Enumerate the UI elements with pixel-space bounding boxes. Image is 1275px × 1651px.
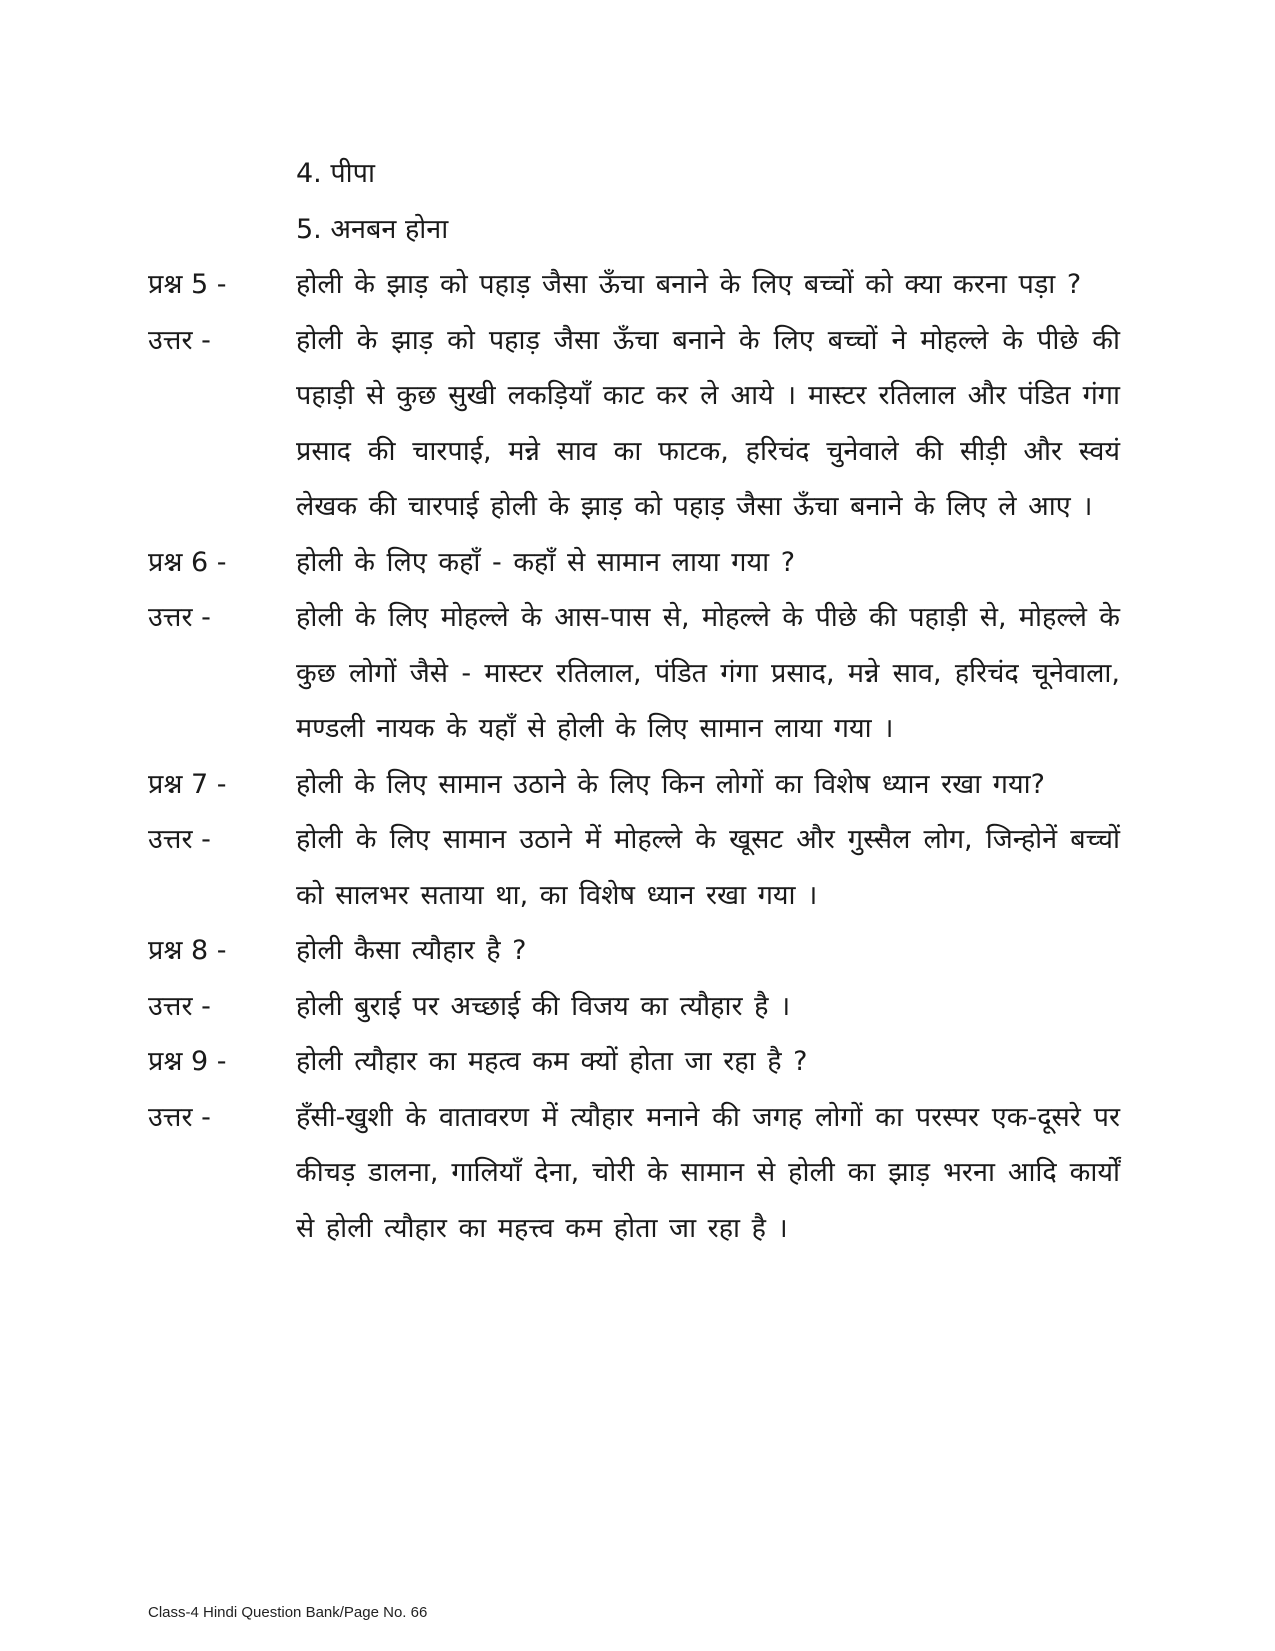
entry-label: उत्तर - xyxy=(148,324,211,356)
question-answer-list xyxy=(148,257,1120,1256)
question-8 xyxy=(148,923,1120,979)
answer-7 xyxy=(148,812,1120,923)
question-5 xyxy=(148,257,1120,313)
entry-text: होली के लिए कहाँ - कहाँ से सामान लाया गया ? xyxy=(296,546,796,578)
entry-text: हँसी-खुशी के वातावरण में त्यौहार मनाने की जगह लोगों का परस्पर एक-दूसरे पर कीचड़ डालना, गालियाँ देना, चोरी के सामान से होली का झाड़ भरना आदि कार्यों से होली त्यौहार का महत्त्व कम होता जा रहा है । xyxy=(296,1101,1120,1244)
entry-label: प्रश्न 8 - xyxy=(148,935,227,966)
answer-6 xyxy=(148,590,1120,757)
entry-text: होली बुराई पर अच्छाई की विजय का त्यौहार है । xyxy=(296,990,791,1022)
entry-text: होली के लिए सामान उठाने के लिए किन लोगों का विशेष ध्यान रखा गया? xyxy=(296,768,1045,800)
entry-text: होली के लिए मोहल्ले के आस-पास से, मोहल्ले के पीछे की पहाड़ी से, मोहल्ले के कुछ लोगों जैसे - मास्टर रतिलाल, पंडित गंगा प्रसाद, मन्ने साव, हरिचंद चूनेवाला, मण्डली नायक के यहाँ से होली के लिए सामान लाया गया । xyxy=(296,602,1120,744)
entry-label: उत्तर - xyxy=(148,602,211,633)
entry-label: प्रश्न 7 - xyxy=(148,768,227,800)
entry-text: होली त्यौहार का महत्व कम क्यों होता जा रहा है ? xyxy=(296,1046,808,1077)
page-footer: Class-4 Hindi Question Bank/Page No. 66 xyxy=(148,1604,428,1621)
answer-8 xyxy=(148,979,1120,1035)
entry-text: होली के झाड़ को पहाड़ जैसा ऊँचा बनाने के लिए बच्चों ने मोहल्ले के पीछे की पहाड़ी से कुछ सुखी लकड़ियाँ काट कर ले आये । मास्टर रतिलाल और पंडित गंगा प्रसाद की चारपाई, मन्ने साव का फाटक, हरिचंद चुनेवाले की सीड़ी और स्वयं लेखक की चारपाई होली के झाड़ को पहाड़ जैसा ऊँचा बनाने के लिए ले आए । xyxy=(296,324,1120,522)
entry-label: प्रश्न 5 - xyxy=(148,269,227,300)
entry-label: प्रश्न 6 - xyxy=(148,546,227,578)
entry-label: उत्तर - xyxy=(148,1101,211,1133)
question-6 xyxy=(148,535,1120,591)
entry-label: प्रश्न 9 - xyxy=(148,1046,227,1077)
continued-list xyxy=(296,146,1116,258)
entry-text: होली के लिए सामान उठाने में मोहल्ले के खूसट और गुस्सैल लोग, जिन्होनें बच्चों को सालभर सताया था, का विशेष ध्यान रखा गया । xyxy=(296,824,1120,911)
question-9 xyxy=(148,1034,1120,1090)
list-item: 4. पीपा xyxy=(296,158,376,189)
question-7 xyxy=(148,757,1120,813)
answer-5 xyxy=(148,313,1120,535)
answer-9 xyxy=(148,1090,1120,1257)
entry-text: होली के झाड़ को पहाड़ जैसा ऊँचा बनाने के लिए बच्चों को क्या करना पड़ा ? xyxy=(296,269,1082,300)
list-item: 5. अनबन होना xyxy=(296,214,449,245)
entry-label: उत्तर - xyxy=(148,990,211,1022)
entry-label: उत्तर - xyxy=(148,824,211,855)
entry-text: होली कैसा त्यौहार है ? xyxy=(296,935,527,966)
